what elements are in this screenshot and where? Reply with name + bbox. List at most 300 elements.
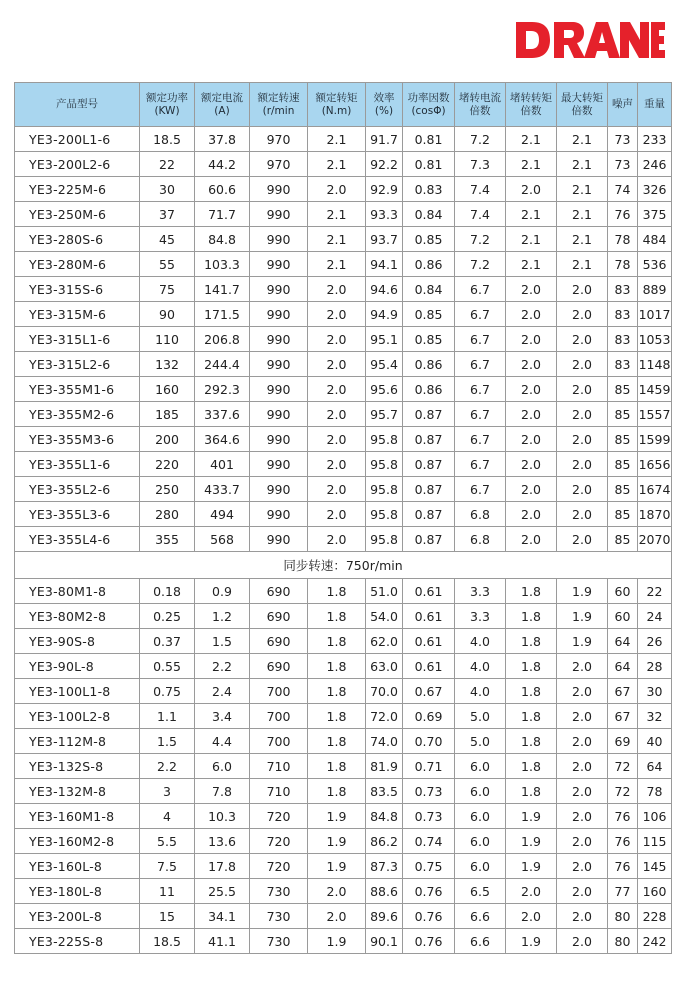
- column-header: [195, 83, 250, 127]
- value-cell: 2.0: [557, 804, 608, 829]
- table-row: [15, 754, 672, 779]
- value-cell: 74: [608, 177, 638, 202]
- column-header: [250, 83, 308, 127]
- value-cell: 2.2: [195, 654, 250, 679]
- model-cell: YE3-225M-6: [15, 177, 140, 202]
- column-header: [638, 83, 672, 127]
- value-cell: 77: [608, 879, 638, 904]
- value-cell: 5.0: [455, 704, 506, 729]
- value-cell: 4.0: [455, 629, 506, 654]
- value-cell: 2.1: [308, 252, 366, 277]
- value-cell: 2.1: [308, 227, 366, 252]
- value-cell: 2.1: [506, 227, 557, 252]
- value-cell: 7.8: [195, 779, 250, 804]
- value-cell: 6.7: [455, 277, 506, 302]
- value-cell: 730: [250, 929, 308, 954]
- value-cell: 364.6: [195, 427, 250, 452]
- value-cell: 2.0: [557, 729, 608, 754]
- value-cell: 1.9: [308, 929, 366, 954]
- value-cell: 95.8: [366, 527, 403, 552]
- value-cell: 54.0: [366, 604, 403, 629]
- value-cell: 24: [638, 604, 672, 629]
- value-cell: 990: [250, 527, 308, 552]
- value-cell: 81.9: [366, 754, 403, 779]
- value-cell: 62.0: [366, 629, 403, 654]
- table-row: [15, 879, 672, 904]
- value-cell: 4.4: [195, 729, 250, 754]
- value-cell: 73: [608, 152, 638, 177]
- value-cell: 6.7: [455, 302, 506, 327]
- value-cell: 2.1: [308, 152, 366, 177]
- model-cell: YE3-355L4-6: [15, 527, 140, 552]
- value-cell: 95.6: [366, 377, 403, 402]
- value-cell: 83: [608, 327, 638, 352]
- table-row: [15, 579, 672, 604]
- value-cell: 0.87: [403, 477, 455, 502]
- value-cell: 64: [608, 654, 638, 679]
- value-cell: 1.8: [308, 779, 366, 804]
- value-cell: 0.87: [403, 452, 455, 477]
- header-row: [15, 83, 672, 127]
- value-cell: 0.70: [403, 729, 455, 754]
- column-header-line: 额定电流: [201, 91, 243, 104]
- value-cell: 17.8: [195, 854, 250, 879]
- value-cell: 2.0: [506, 177, 557, 202]
- table-row: [15, 277, 672, 302]
- value-cell: 115: [638, 829, 672, 854]
- value-cell: 0.37: [140, 629, 195, 654]
- table-row: [15, 779, 672, 804]
- value-cell: 40: [638, 729, 672, 754]
- table-row: [15, 152, 672, 177]
- value-cell: 0.76: [403, 904, 455, 929]
- value-cell: 990: [250, 427, 308, 452]
- value-cell: 18.5: [140, 127, 195, 152]
- value-cell: 30: [140, 177, 195, 202]
- section-divider: [15, 552, 672, 579]
- value-cell: 87.3: [366, 854, 403, 879]
- value-cell: 720: [250, 804, 308, 829]
- table-row: [15, 904, 672, 929]
- table-row: [15, 654, 672, 679]
- value-cell: 0.75: [140, 679, 195, 704]
- value-cell: 6.6: [455, 904, 506, 929]
- table-row: [15, 604, 672, 629]
- value-cell: 55: [140, 252, 195, 277]
- value-cell: 0.87: [403, 527, 455, 552]
- model-cell: YE3-160M2-8: [15, 829, 140, 854]
- value-cell: 90.1: [366, 929, 403, 954]
- value-cell: 6.0: [455, 854, 506, 879]
- value-cell: 228: [638, 904, 672, 929]
- value-cell: 2.0: [557, 477, 608, 502]
- value-cell: 970: [250, 152, 308, 177]
- value-cell: 2.1: [557, 127, 608, 152]
- value-cell: 0.9: [195, 579, 250, 604]
- value-cell: 93.7: [366, 227, 403, 252]
- drane-logo-icon: [514, 14, 666, 66]
- value-cell: 1.9: [308, 804, 366, 829]
- value-cell: 690: [250, 654, 308, 679]
- value-cell: 1.8: [506, 729, 557, 754]
- value-cell: 76: [608, 854, 638, 879]
- value-cell: 64: [638, 754, 672, 779]
- value-cell: 78: [608, 227, 638, 252]
- column-header-line: 重量: [644, 98, 665, 110]
- value-cell: 0.85: [403, 327, 455, 352]
- value-cell: 0.85: [403, 227, 455, 252]
- value-cell: 244.4: [195, 352, 250, 377]
- value-cell: 41.1: [195, 929, 250, 954]
- section-label: 同步转速：750r/min: [15, 552, 672, 579]
- column-header: [608, 83, 638, 127]
- column-header: [15, 83, 140, 127]
- value-cell: 34.1: [195, 904, 250, 929]
- value-cell: 78: [608, 252, 638, 277]
- column-header-line: 噪声: [612, 98, 633, 110]
- column-header: [403, 83, 455, 127]
- value-cell: 13.6: [195, 829, 250, 854]
- value-cell: 494: [195, 502, 250, 527]
- value-cell: 0.81: [403, 152, 455, 177]
- value-cell: 990: [250, 302, 308, 327]
- value-cell: 2.0: [506, 904, 557, 929]
- value-cell: 103.3: [195, 252, 250, 277]
- value-cell: 690: [250, 579, 308, 604]
- table-header: [15, 83, 672, 127]
- value-cell: 60: [608, 604, 638, 629]
- value-cell: 85: [608, 452, 638, 477]
- value-cell: 2070: [638, 527, 672, 552]
- value-cell: 2.0: [308, 879, 366, 904]
- value-cell: 37: [140, 202, 195, 227]
- value-cell: 72: [608, 754, 638, 779]
- value-cell: 6.7: [455, 427, 506, 452]
- model-cell: YE3-90S-8: [15, 629, 140, 654]
- value-cell: 4: [140, 804, 195, 829]
- model-cell: YE3-100L2-8: [15, 704, 140, 729]
- model-cell: YE3-355L1-6: [15, 452, 140, 477]
- value-cell: 3.3: [455, 604, 506, 629]
- value-cell: 28: [638, 654, 672, 679]
- value-cell: 2.0: [557, 679, 608, 704]
- table-row: [15, 377, 672, 402]
- value-cell: 990: [250, 202, 308, 227]
- value-cell: 60.6: [195, 177, 250, 202]
- value-cell: 32: [638, 704, 672, 729]
- value-cell: 0.86: [403, 377, 455, 402]
- model-cell: YE3-355M3-6: [15, 427, 140, 452]
- value-cell: 64: [608, 629, 638, 654]
- value-cell: 970: [250, 127, 308, 152]
- value-cell: 1.9: [506, 829, 557, 854]
- value-cell: 106: [638, 804, 672, 829]
- value-cell: 2.1: [506, 127, 557, 152]
- value-cell: 69: [608, 729, 638, 754]
- value-cell: 63.0: [366, 654, 403, 679]
- value-cell: 0.84: [403, 202, 455, 227]
- value-cell: 2.0: [308, 527, 366, 552]
- column-header-line: (%): [374, 104, 394, 117]
- column-header-line: 产品型号: [56, 98, 98, 110]
- table-row: [15, 729, 672, 754]
- value-cell: 145: [638, 854, 672, 879]
- value-cell: 1.8: [506, 579, 557, 604]
- value-cell: 80: [608, 929, 638, 954]
- value-cell: 0.81: [403, 127, 455, 152]
- value-cell: 280: [140, 502, 195, 527]
- value-cell: 22: [638, 579, 672, 604]
- value-cell: 51.0: [366, 579, 403, 604]
- value-cell: 2.0: [557, 302, 608, 327]
- value-cell: 690: [250, 604, 308, 629]
- value-cell: 2.0: [506, 327, 557, 352]
- value-cell: 7.2: [455, 227, 506, 252]
- value-cell: 70.0: [366, 679, 403, 704]
- value-cell: 60: [608, 579, 638, 604]
- value-cell: 710: [250, 754, 308, 779]
- table-body-group-2: [15, 579, 672, 954]
- value-cell: 89.6: [366, 904, 403, 929]
- table-row: [15, 704, 672, 729]
- brand-logo: [514, 14, 666, 66]
- value-cell: 200: [140, 427, 195, 452]
- table-row: [15, 127, 672, 152]
- value-cell: 720: [250, 854, 308, 879]
- value-cell: 84.8: [195, 227, 250, 252]
- value-cell: 76: [608, 202, 638, 227]
- column-header: [140, 83, 195, 127]
- value-cell: 246: [638, 152, 672, 177]
- value-cell: 2.0: [506, 377, 557, 402]
- model-cell: YE3-90L-8: [15, 654, 140, 679]
- value-cell: 990: [250, 477, 308, 502]
- column-header-line: (KW): [154, 104, 180, 117]
- value-cell: 2.0: [557, 427, 608, 452]
- value-cell: 6.7: [455, 352, 506, 377]
- table-row: [15, 302, 672, 327]
- value-cell: 0.73: [403, 779, 455, 804]
- model-cell: YE3-355M1-6: [15, 377, 140, 402]
- value-cell: 2.0: [308, 352, 366, 377]
- value-cell: 94.1: [366, 252, 403, 277]
- column-header-line: 倍数: [520, 104, 542, 117]
- value-cell: 3.3: [455, 579, 506, 604]
- value-cell: 233: [638, 127, 672, 152]
- table-row: [15, 452, 672, 477]
- value-cell: 2.0: [506, 302, 557, 327]
- value-cell: 6.0: [455, 779, 506, 804]
- value-cell: 2.0: [557, 502, 608, 527]
- table-row: [15, 679, 672, 704]
- value-cell: 0.83: [403, 177, 455, 202]
- value-cell: 2.0: [506, 277, 557, 302]
- value-cell: 6.0: [455, 754, 506, 779]
- value-cell: 2.1: [557, 177, 608, 202]
- table-row: [15, 804, 672, 829]
- value-cell: 1.8: [308, 679, 366, 704]
- model-cell: YE3-112M-8: [15, 729, 140, 754]
- value-cell: 2.0: [506, 502, 557, 527]
- value-cell: 95.8: [366, 427, 403, 452]
- value-cell: 990: [250, 402, 308, 427]
- value-cell: 2.0: [308, 327, 366, 352]
- value-cell: 110: [140, 327, 195, 352]
- value-cell: 2.1: [557, 202, 608, 227]
- value-cell: 0.55: [140, 654, 195, 679]
- model-cell: YE3-180L-8: [15, 879, 140, 904]
- value-cell: 2.0: [506, 402, 557, 427]
- value-cell: 0.74: [403, 829, 455, 854]
- value-cell: 85: [608, 377, 638, 402]
- value-cell: 1.9: [557, 604, 608, 629]
- value-cell: 1599: [638, 427, 672, 452]
- value-cell: 0.67: [403, 679, 455, 704]
- value-cell: 990: [250, 452, 308, 477]
- value-cell: 44.2: [195, 152, 250, 177]
- value-cell: 7.3: [455, 152, 506, 177]
- model-cell: YE3-132S-8: [15, 754, 140, 779]
- column-header-line: 额定功率: [146, 91, 188, 104]
- value-cell: 0.86: [403, 252, 455, 277]
- value-cell: 2.0: [557, 929, 608, 954]
- value-cell: 11: [140, 879, 195, 904]
- value-cell: 700: [250, 704, 308, 729]
- value-cell: 94.9: [366, 302, 403, 327]
- value-cell: 71.7: [195, 202, 250, 227]
- value-cell: 2.0: [557, 879, 608, 904]
- model-cell: YE3-315L2-6: [15, 352, 140, 377]
- section-row: [15, 552, 672, 579]
- value-cell: 990: [250, 277, 308, 302]
- column-header: [308, 83, 366, 127]
- value-cell: 76: [608, 804, 638, 829]
- value-cell: 2.0: [308, 277, 366, 302]
- value-cell: 1.1: [140, 704, 195, 729]
- value-cell: 690: [250, 629, 308, 654]
- value-cell: 2.0: [557, 327, 608, 352]
- value-cell: 73: [608, 127, 638, 152]
- column-header-line: 堵转电流: [459, 91, 501, 104]
- value-cell: 0.61: [403, 604, 455, 629]
- motor-spec-table: [14, 82, 672, 954]
- value-cell: 0.61: [403, 654, 455, 679]
- value-cell: 2.1: [506, 152, 557, 177]
- value-cell: 2.1: [506, 202, 557, 227]
- value-cell: 2.1: [506, 252, 557, 277]
- value-cell: 85: [608, 477, 638, 502]
- value-cell: 1.8: [308, 729, 366, 754]
- value-cell: 6.6: [455, 929, 506, 954]
- value-cell: 0.87: [403, 402, 455, 427]
- value-cell: 700: [250, 679, 308, 704]
- value-cell: 2.0: [557, 377, 608, 402]
- table-row: [15, 252, 672, 277]
- value-cell: 6.0: [455, 804, 506, 829]
- value-cell: 85: [608, 427, 638, 452]
- column-header-line: (r/min: [262, 104, 295, 117]
- value-cell: 0.87: [403, 502, 455, 527]
- model-cell: YE3-280M-6: [15, 252, 140, 277]
- model-cell: YE3-200L2-6: [15, 152, 140, 177]
- value-cell: 242: [638, 929, 672, 954]
- value-cell: 90: [140, 302, 195, 327]
- value-cell: 2.2: [140, 754, 195, 779]
- value-cell: 292.3: [195, 377, 250, 402]
- value-cell: 433.7: [195, 477, 250, 502]
- value-cell: 1.9: [506, 854, 557, 879]
- column-header: [455, 83, 506, 127]
- model-cell: YE3-355M2-6: [15, 402, 140, 427]
- value-cell: 990: [250, 352, 308, 377]
- model-cell: YE3-80M1-8: [15, 579, 140, 604]
- value-cell: 6.7: [455, 327, 506, 352]
- value-cell: 6.0: [195, 754, 250, 779]
- value-cell: 67: [608, 679, 638, 704]
- value-cell: 990: [250, 177, 308, 202]
- table-row: [15, 427, 672, 452]
- table-row: [15, 527, 672, 552]
- value-cell: 2.0: [506, 427, 557, 452]
- value-cell: 83.5: [366, 779, 403, 804]
- value-cell: 0.76: [403, 879, 455, 904]
- value-cell: 6.7: [455, 477, 506, 502]
- value-cell: 1.2: [195, 604, 250, 629]
- value-cell: 6.8: [455, 502, 506, 527]
- model-cell: YE3-280S-6: [15, 227, 140, 252]
- value-cell: 95.8: [366, 477, 403, 502]
- value-cell: 1674: [638, 477, 672, 502]
- value-cell: 25.5: [195, 879, 250, 904]
- value-cell: 7.2: [455, 252, 506, 277]
- value-cell: 1.8: [506, 604, 557, 629]
- value-cell: 2.0: [557, 352, 608, 377]
- value-cell: 1870: [638, 502, 672, 527]
- table-body-group-1: [15, 127, 672, 552]
- value-cell: 206.8: [195, 327, 250, 352]
- value-cell: 1.9: [557, 579, 608, 604]
- value-cell: 2.1: [308, 202, 366, 227]
- value-cell: 5.0: [455, 729, 506, 754]
- value-cell: 1557: [638, 402, 672, 427]
- value-cell: 1656: [638, 452, 672, 477]
- model-cell: YE3-315M-6: [15, 302, 140, 327]
- value-cell: 2.0: [308, 502, 366, 527]
- value-cell: 0.84: [403, 277, 455, 302]
- value-cell: 6.5: [455, 879, 506, 904]
- value-cell: 1.5: [195, 629, 250, 654]
- value-cell: 2.0: [557, 452, 608, 477]
- value-cell: 92.2: [366, 152, 403, 177]
- value-cell: 7.5: [140, 854, 195, 879]
- value-cell: 889: [638, 277, 672, 302]
- value-cell: 2.0: [557, 779, 608, 804]
- value-cell: 2.0: [557, 402, 608, 427]
- value-cell: 1.8: [506, 654, 557, 679]
- value-cell: 536: [638, 252, 672, 277]
- value-cell: 1.8: [308, 654, 366, 679]
- value-cell: 75: [140, 277, 195, 302]
- value-cell: 160: [140, 377, 195, 402]
- value-cell: 72: [608, 779, 638, 804]
- value-cell: 0.61: [403, 579, 455, 604]
- model-cell: YE3-200L-8: [15, 904, 140, 929]
- value-cell: 141.7: [195, 277, 250, 302]
- value-cell: 72.0: [366, 704, 403, 729]
- column-header: [557, 83, 608, 127]
- value-cell: 94.6: [366, 277, 403, 302]
- value-cell: 86.2: [366, 829, 403, 854]
